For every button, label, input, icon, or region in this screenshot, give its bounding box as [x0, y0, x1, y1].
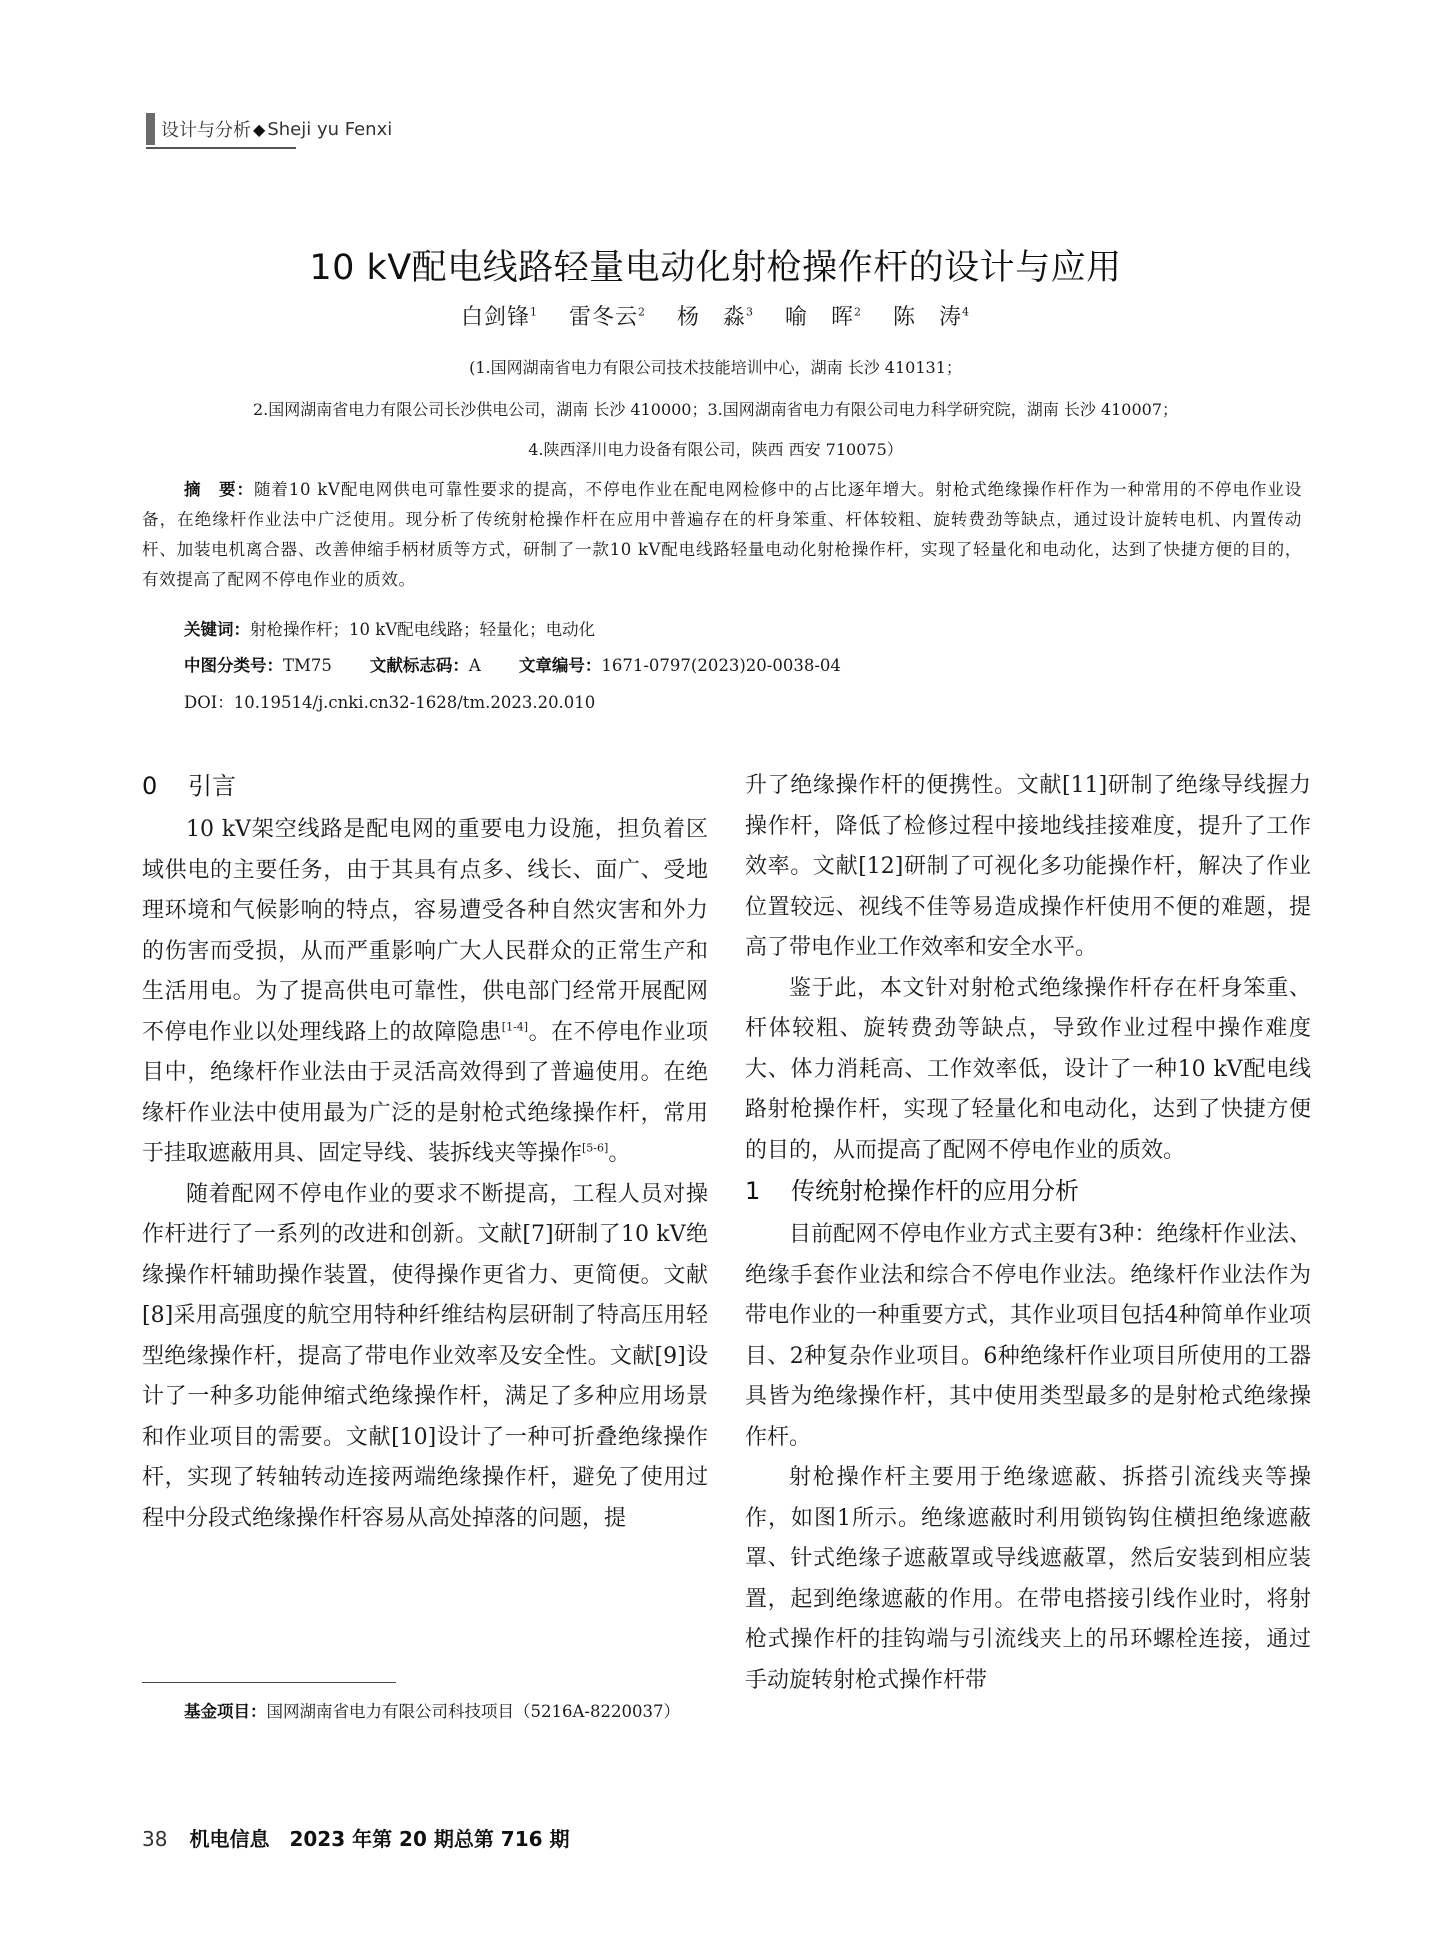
affiliation-line: (1.国网湖南省电力有限公司技术技能培训中心，湖南 长沙 410131； [469, 358, 962, 377]
body-column-right [745, 766, 1311, 1701]
abstract [142, 475, 1302, 595]
author-affiliation-mark: 3 [746, 305, 754, 319]
author-affiliation-mark: 4 [962, 305, 971, 319]
doi-value: 10.19514/j.cnki.cn32-1628/tm.2023.20.010 [233, 693, 596, 712]
section-title: 传统射枪操作杆的应用分析 [791, 1177, 1079, 1205]
header-rule [146, 147, 296, 149]
abstract-text: 随着10 kV配电网供电可靠性要求的提高，不停电作业在配电网检修中的占比逐年增大。射枪式绝缘操作杆作为一种常用的不停电作业设备，在绝缘杆作业法中广泛使用。现分析了传统射枪操作杆在应用中普遍存在的杆身笨重、杆体较粗、旋转费劲等缺点，通过设计旋转电机、内置传动杆、加装电机离合器、改善伸缩手柄材质等方式，研制了一款10 kV配电线路轻量电动化射枪操作杆，实现了轻量化和电动化，达到了快捷方便的目的，有效提高了配网不停电作业的质效。 [142, 480, 1302, 589]
author-name: 喻 晖 [785, 305, 855, 330]
keywords-label: 关键词： [184, 620, 250, 639]
section-title: 引言 [188, 772, 236, 800]
paper-title: 10 kV配电线路轻量电动化射枪操作杆的设计与应用 [309, 248, 1122, 288]
body-paragraph: 鉴于此，本文针对射枪式绝缘操作杆存在杆身笨重、杆体较粗、旋转费劲等缺点，导致作业过程中操作难度大、体力消耗高、工作效率低，设计了一种10 kV配电线路射枪操作杆，实现了轻量化和电动化，达到了快捷方便的目的，从而提高了配网不停电作业的质效。 [745, 975, 1311, 1163]
page-number: 38 [142, 1827, 168, 1851]
author-name: 白剑锋 [460, 305, 530, 330]
body-paragraph: 目前配网不停电作业方式主要有3种：绝缘杆作业法、绝缘手套作业法和综合不停电作业法。绝缘杆作业法作为带电作业的一种重要方式，其作业项目包括4种简单作业项目、2种复杂作业项目。6种绝缘杆作业项目所使用的工器具皆为绝缘操作杆，其中使用类型最多的是射枪式绝缘操作杆。 [745, 1222, 1311, 1450]
abstract-label: 摘 要： [184, 480, 254, 499]
footnote-text: 国网湖南省电力有限公司科技项目（5216A-8220037） [266, 1702, 680, 1721]
clc-value: TM75 [283, 656, 332, 675]
footnote-label: 基金项目： [184, 1702, 267, 1721]
doi-line [142, 688, 1302, 718]
section-number: 0 [142, 772, 158, 800]
body-paragraph: 随着配网不停电作业的要求不断提高，工程人员对操作杆进行了一系列的改进和创新。文献[7]研制了10 kV绝缘操作杆辅助操作装置，使得操作更省力、更简便。文献[8]采用高强度的航空用特种纤维结构层研制了特高压用轻型绝缘操作杆，提高了带电作业效率及安全性。文献[9]设计了一种多功能伸缩式绝缘操作杆，满足了多种应用场景和作业项目的需要。文献[10]设计了一种可折叠绝缘操作杆，实现了转轴转动连接两端绝缘操作杆，避免了使用过程中分段式绝缘操作杆容易从高处掉落的问题，提 [142, 1181, 708, 1531]
citation-ref: [1-4] [501, 1020, 529, 1034]
body-paragraph [142, 810, 708, 1175]
section-number: 1 [745, 1177, 761, 1205]
paragraph-text: 。在不停电作业项目中，绝缘杆作业法由于灵活高效得到了普遍使用。在绝缘杆作业法中使用最为广泛的是射枪式绝缘操作杆，常用于挂取遮蔽用具、固定导线、装拆线夹等操作 [142, 1019, 708, 1166]
keywords [142, 615, 1302, 645]
keywords-text: 射枪操作杆；10 kV配电线路；轻量化；电动化 [250, 620, 596, 639]
paragraph-text: 。 [608, 1141, 631, 1166]
doi-label: DOI： [184, 693, 234, 712]
running-header [146, 112, 392, 146]
header-section-en: Sheji yu Fenxi [267, 118, 393, 140]
citation-ref: [5-6] [582, 1141, 609, 1155]
article-number-value: 1671-0797(2023)20-0038-04 [601, 656, 841, 675]
classification-line [142, 651, 1302, 681]
diamond-icon: ◆ [253, 119, 266, 139]
body-paragraph: 升了绝缘操作杆的便携性。文献[11]研制了绝缘导线握力操作杆，降低了检修过程中接地线挂接难度，提升了工作效率。文献[12]研制了可视化多功能操作杆，解决了作业位置较远、视线不佳等易造成操作杆使用不便的难题，提高了带电作业工作效率和安全水平。 [745, 773, 1311, 960]
funding-footnote [142, 1697, 708, 1726]
author-name: 雷冬云 [568, 305, 638, 330]
section-heading [745, 1171, 1311, 1211]
author-list [0, 300, 1431, 331]
header-marker-bar [146, 113, 155, 145]
article-number-label: 文章编号： [518, 656, 602, 675]
author-name: 陈 涛 [893, 305, 963, 330]
paragraph-text: 10 kV架空线路是配电网的重要电力设施，担负着区域供电的主要任务，由于其具有点多、线长、面广、受地理环境和气候影响的特点，容易遭受各种自然灾害和外力的伤害而受损，从而严重影响广大人民群众的正常生产和生活用电。为了提高供电可靠性，供电部门经常开展配网不停电作业以处理线路上的故障隐患 [142, 817, 708, 1045]
doc-code-label: 文献标志码： [369, 656, 469, 675]
footnote-rule [142, 1682, 396, 1683]
page-footer [142, 1823, 570, 1852]
clc-label: 中图分类号： [184, 656, 283, 675]
doc-code-value: A [468, 656, 481, 675]
journal-issue: 机电信息 2023 年第 20 期总第 716 期 [189, 1827, 570, 1851]
affiliation-line: 2.国网湖南省电力有限公司长沙供电公司，湖南 长沙 410000；3.国网湖南省电力有限公司电力科学研究院，湖南 长沙 410007； [252, 400, 1179, 419]
author-affiliation-mark: 2 [637, 305, 646, 319]
section-heading [142, 766, 708, 806]
author-name: 杨 淼 [676, 305, 746, 330]
header-section-cn: 设计与分析 [161, 120, 251, 141]
body-column-left [142, 766, 708, 1539]
affiliation-line: 4.陕西泽川电力设备有限公司，陕西 西安 710075） [528, 440, 903, 459]
author-affiliation-mark: 2 [854, 305, 863, 319]
author-affiliation-mark: 1 [529, 305, 538, 319]
body-paragraph: 射枪操作杆主要用于绝缘遮蔽、拆搭引流线夹等操作，如图1所示。绝缘遮蔽时利用锁钩钩住横担绝缘遮蔽罩、针式绝缘子遮蔽罩或导线遮蔽罩，然后安装到相应装置，起到绝缘遮蔽的作用。在带电搭接引线作业时，将射枪式操作杆的挂钩端与引流线夹上的吊环螺栓连接，通过手动旋转射枪式操作杆带 [745, 1465, 1311, 1693]
